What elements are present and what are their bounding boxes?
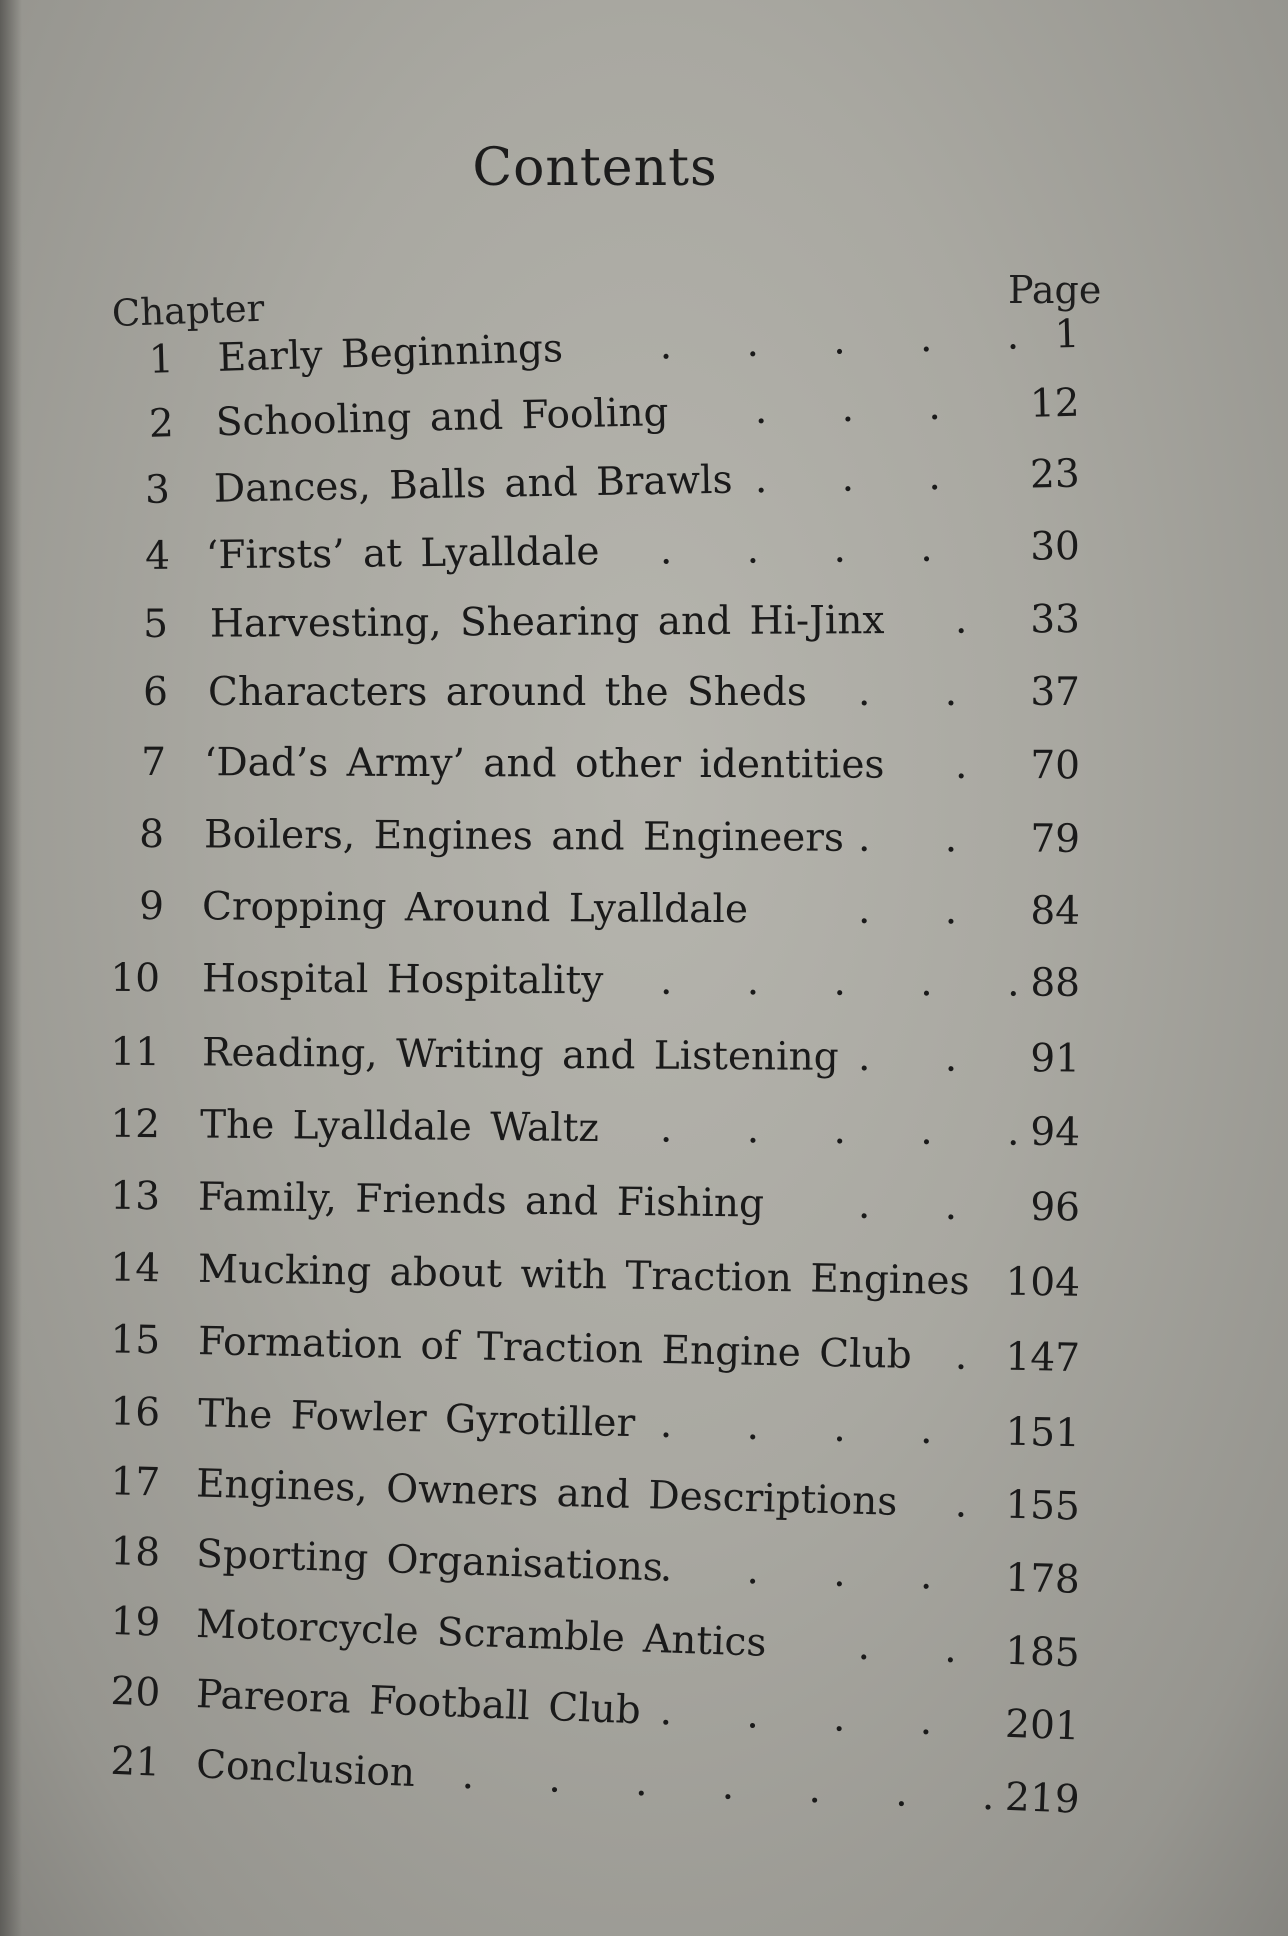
chapter-title: Motorcycle Scramble Antics xyxy=(195,1601,768,1666)
page-number: 37 xyxy=(1030,670,1080,715)
chapter-number: 11 xyxy=(110,1029,161,1076)
page-number: 91 xyxy=(1030,1036,1081,1082)
toc-entry xyxy=(0,811,1288,882)
page-number: 70 xyxy=(1030,743,1081,789)
chapter-title: The Fowler Gyrotiller xyxy=(197,1391,636,1447)
chapter-title: The Lyalldale Waltz xyxy=(199,1102,600,1152)
chapter-number: 18 xyxy=(109,1529,161,1576)
chapter-title: Formation of Traction Engine Club xyxy=(197,1319,913,1378)
chapter-number: 3 xyxy=(144,467,171,513)
chapter-column-label: Chapter xyxy=(111,286,266,335)
chapter-number: 4 xyxy=(144,533,171,579)
dot-leader: . xyxy=(954,1333,968,1379)
dot-leader: . . . . xyxy=(659,525,933,574)
dot-leader: . xyxy=(954,1481,968,1527)
dot-leader: . . . . xyxy=(659,1401,934,1453)
dot-leader: . . xyxy=(857,887,958,934)
page-number: 33 xyxy=(1030,597,1081,643)
dot-leader: . xyxy=(954,597,968,643)
chapter-title: Reading, Writing and Listening xyxy=(201,1030,839,1080)
chapter-title: Boilers, Engines and Engineers xyxy=(203,812,845,861)
chapter-number: 14 xyxy=(110,1245,161,1292)
dot-leader: . . . xyxy=(754,383,942,434)
chapter-number: 2 xyxy=(148,401,175,447)
dot-leader: . xyxy=(954,742,968,788)
page-number: 79 xyxy=(1030,816,1081,862)
chapter-title: ‘Firsts’ at Lyalldale xyxy=(205,529,600,579)
page-number: 84 xyxy=(1030,888,1081,934)
page-number: 178 xyxy=(1004,1555,1081,1603)
page-column-label: Page xyxy=(1008,268,1102,312)
toc-entry xyxy=(0,883,1288,954)
dot-leader: . . xyxy=(857,1035,958,1081)
page-number: 185 xyxy=(1004,1628,1081,1677)
chapter-title: Early Beginnings xyxy=(217,326,564,381)
page-number: 96 xyxy=(1030,1184,1081,1231)
toc-entry xyxy=(0,1029,1288,1102)
dot-leader: . . xyxy=(857,1182,958,1229)
chapter-number: 20 xyxy=(109,1668,162,1716)
chapter-number: 16 xyxy=(110,1389,161,1436)
chapter-title: ‘Dad’s Army’ and other identities xyxy=(203,740,885,788)
chapter-title: Characters around the Sheds xyxy=(208,670,807,715)
toc-entry xyxy=(0,1172,1288,1252)
chapter-number: 13 xyxy=(110,1173,161,1220)
chapter-title: Sporting Organisations xyxy=(195,1531,664,1591)
page-number: 12 xyxy=(1029,380,1081,427)
chapter-title: Dances, Balls and Brawls xyxy=(213,457,733,512)
chapter-title: Schooling and Fooling xyxy=(215,390,669,446)
chapter-number: 12 xyxy=(110,1101,161,1148)
dot-leader: . . . . xyxy=(659,1545,934,1599)
chapter-title: Harvesting, Shearing and Hi-Jinx xyxy=(209,598,885,647)
page-number: 94 xyxy=(1030,1109,1081,1156)
toc-entry xyxy=(0,596,1288,667)
page-number: 151 xyxy=(1004,1409,1081,1457)
chapter-title: Engines, Owners and Descriptions xyxy=(195,1461,898,1525)
chapter-title: Cropping Around Lyalldale xyxy=(201,884,749,933)
chapter-number: 7 xyxy=(141,740,167,786)
chapter-number: 10 xyxy=(110,955,161,1002)
chapter-title: Pareora Football Club xyxy=(195,1672,642,1734)
chapter-title: Mucking about with Traction Engines xyxy=(197,1246,970,1305)
chapter-number: 9 xyxy=(139,883,165,930)
page-number: 104 xyxy=(1005,1259,1081,1306)
toc-entry xyxy=(0,670,1288,734)
dot-leader: . . . xyxy=(754,454,942,503)
chapter-title: Hospital Hospitality xyxy=(201,956,604,1004)
chapter-number: 6 xyxy=(143,670,168,715)
chapter-number: 15 xyxy=(110,1317,161,1364)
page-number: 23 xyxy=(1029,451,1081,498)
dot-leader: . . . . xyxy=(659,1689,934,1745)
chapter-number: 17 xyxy=(109,1459,161,1506)
dot-leader: . . . . . xyxy=(658,313,1020,369)
page-number: 88 xyxy=(1030,960,1081,1006)
chapter-title: Family, Friends and Fishing xyxy=(197,1174,765,1227)
chapter-number: 8 xyxy=(139,811,165,858)
dot-leader: . . xyxy=(857,1623,958,1673)
toc-entry xyxy=(0,1244,1288,1328)
page-number: 155 xyxy=(1004,1482,1081,1530)
toc-entry xyxy=(0,1101,1288,1176)
page-number: 1 xyxy=(1053,311,1081,358)
page-number: 219 xyxy=(1004,1774,1081,1823)
toc-entry xyxy=(0,955,1288,1026)
dot-leader: . . . . . xyxy=(659,958,1020,1006)
chapter-number: 21 xyxy=(109,1738,162,1786)
page-number: 201 xyxy=(1004,1701,1081,1750)
chapter-title: Conclusion xyxy=(195,1742,416,1797)
toc-entry xyxy=(0,522,1288,599)
contents-heading: Contents xyxy=(472,138,718,198)
chapter-number: 5 xyxy=(143,601,169,647)
page-number: 147 xyxy=(1005,1334,1081,1382)
dot-leader: . . . . . . . xyxy=(461,1752,996,1820)
chapter-number: 19 xyxy=(109,1599,161,1646)
dot-leader: . . . . . xyxy=(659,1106,1020,1155)
dot-leader: . . xyxy=(857,815,958,862)
chapter-number: 1 xyxy=(148,337,175,383)
dot-leader: . . xyxy=(858,670,958,715)
page-number: 30 xyxy=(1029,524,1081,570)
toc-entry xyxy=(0,740,1288,808)
